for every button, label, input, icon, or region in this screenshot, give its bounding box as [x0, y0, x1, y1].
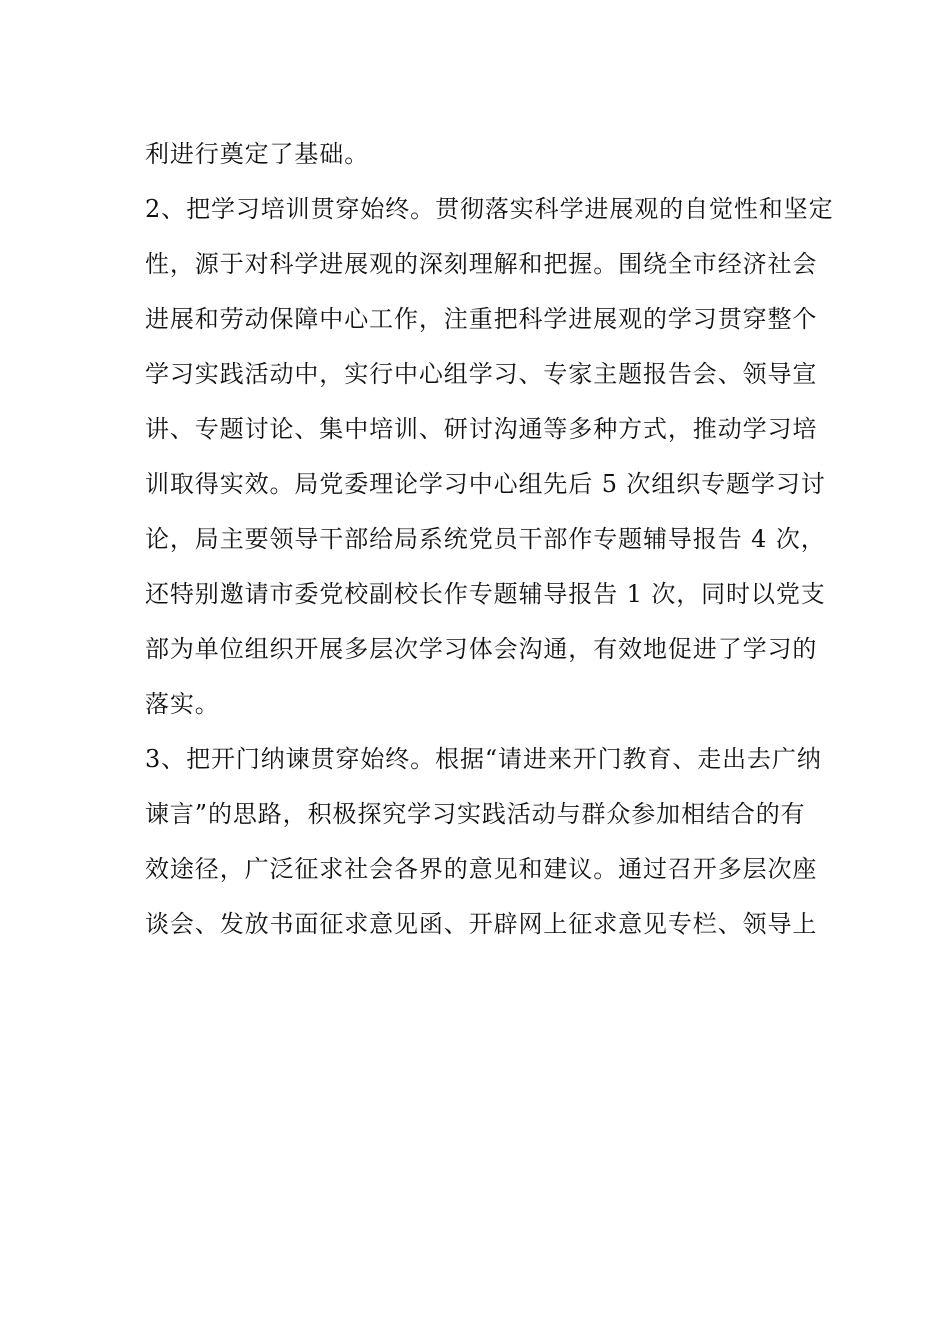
- text-line: 谏言”的思路，积极探究学习实践活动与群众参加相结合的有: [145, 800, 806, 828]
- body-text: [145, 129, 834, 954]
- text-line: 落实。: [145, 690, 220, 718]
- text-line: 利进行奠定了基础。: [145, 140, 370, 168]
- text-line: 谈会、发放书面征求意见函、开辟网上征求意见专栏、领导上: [145, 910, 818, 938]
- text-line: 3、把开门纳谏贯穿始终。根据“请进来开门教育、走出去广纳: [145, 745, 822, 773]
- text-line: 讲、专题讨论、集中培训、研讨沟通等多种方式，推动学习培: [145, 415, 818, 443]
- text-line: 还特别邀请市委党校副校长作专题辅导报告 1 次，同时以党支: [145, 580, 826, 608]
- text-line: 性，源于对科学进展观的深刻理解和把握。围绕全市经济社会: [145, 250, 818, 278]
- text-line: 进展和劳动保障中心工作，注重把科学进展观的学习贯穿整个: [145, 305, 818, 333]
- text-line: 训取得实效。局党委理论学习中心组先后 5 次组织专题学习讨: [145, 470, 826, 498]
- text-line: 学习实践活动中，实行中心组学习、专家主题报告会、领导宣: [145, 360, 818, 388]
- text-line: 2、把学习培训贯穿始终。贯彻落实科学进展观的自觉性和坚定: [145, 195, 834, 223]
- text-line: 论，局主要领导干部给局系统党员干部作专题辅导报告 4 次，: [145, 525, 826, 553]
- text-line: 部为单位组织开展多层次学习体会沟通，有效地促进了学习的: [145, 635, 818, 663]
- text-line: 效途径，广泛征求社会各界的意见和建议。通过召开多层次座: [145, 855, 818, 883]
